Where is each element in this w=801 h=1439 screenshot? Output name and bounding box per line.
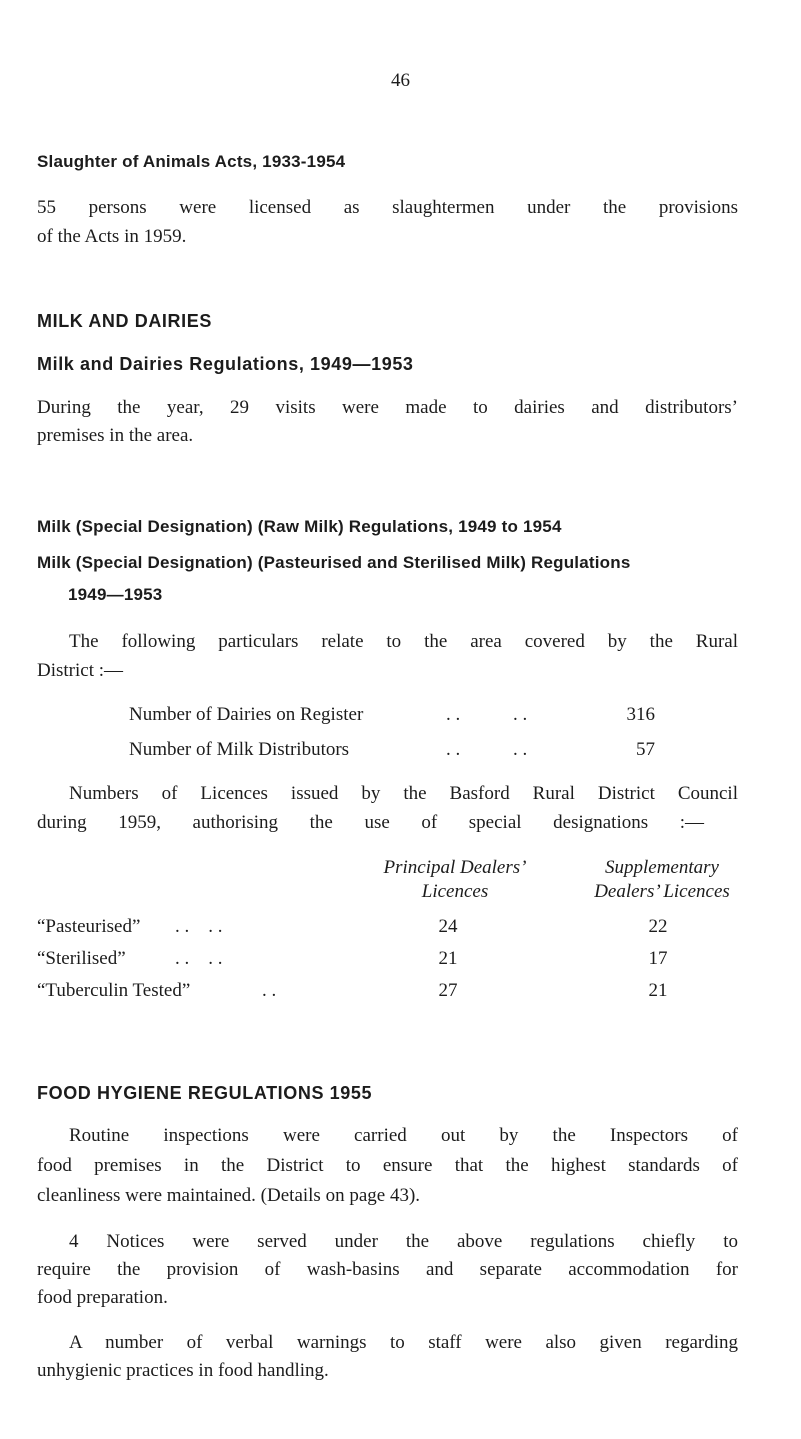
licences-text-line: Numbers of Licences issued by the Basford Rural District Council — [69, 783, 738, 804]
particulars-text-line: District :— — [37, 660, 124, 681]
food-text-line: require the provision of wash-basins and separate accommodation for — [37, 1259, 738, 1280]
slaughter-text-line: 55 persons were licensed as slaughtermen under the provisions — [37, 197, 738, 218]
leader-dots: . . — [446, 739, 461, 760]
table-col-header-supplementary: Dealers’ Licences — [594, 881, 730, 902]
leader-dots: . . . . — [175, 948, 223, 969]
milk-dairies-heading: MILK AND DAIRIES — [37, 311, 212, 331]
milk-regulations-text-line: During the year, 29 visits were made to dairies and distributors’ — [37, 397, 738, 418]
register-label: Number of Milk Distributors — [129, 739, 350, 760]
special-designation-heading: 1949—1953 — [68, 585, 163, 604]
register-label: Number of Dairies on Register — [129, 704, 364, 725]
special-designation-heading: Milk (Special Designation) (Raw Milk) Regulations, 1949 to 1954 — [37, 517, 562, 536]
table-cell-principal: 21 — [438, 948, 458, 969]
food-text-line: unhygienic practices in food handling. — [37, 1360, 329, 1381]
table-col-header-supplementary: Supplementary — [605, 857, 719, 878]
table-cell-supplementary: 17 — [648, 948, 668, 969]
table-row-label: “Sterilised” — [37, 948, 126, 969]
table-col-header-principal: Principal Dealers’ — [383, 857, 527, 878]
slaughter-text-line: of the Acts in 1959. — [37, 226, 187, 247]
food-hygiene-heading: FOOD HYGIENE REGULATIONS 1955 — [37, 1083, 373, 1103]
food-text-line: A number of verbal warnings to staff were also given regarding — [69, 1332, 738, 1353]
food-text-line: 4 Notices were served under the above regulations chiefly to — [69, 1231, 738, 1252]
table-row-label: “Tuberculin Tested” — [37, 980, 191, 1001]
leader-dots: . . — [262, 980, 277, 1001]
page-number: 46 — [391, 70, 410, 91]
food-text-line: food premises in the District to ensure that the highest standards of — [37, 1155, 738, 1176]
table-col-header-principal: Licences — [421, 881, 489, 902]
milk-regulations-heading: Milk and Dairies Regulations, 1949—1953 — [37, 354, 414, 374]
special-designation-heading: Milk (Special Designation) (Pasteurised and Sterilised Milk) Regulations — [37, 553, 631, 572]
food-text-line: cleanliness were maintained. (Details on page 43). — [37, 1185, 421, 1206]
table-cell-principal: 24 — [438, 916, 458, 937]
licences-text-line: during 1959, authorising the use of special designations :— — [37, 812, 704, 833]
register-value: 57 — [636, 739, 655, 760]
milk-regulations-text-line: premises in the area. — [37, 425, 194, 446]
table-cell-principal: 27 — [438, 980, 458, 1001]
leader-dots: . . . . — [175, 916, 223, 937]
leader-dots: . . — [446, 704, 461, 725]
register-value: 316 — [626, 704, 655, 725]
leader-dots: . . — [513, 704, 528, 725]
food-text-line: Routine inspections were carried out by the Inspectors of — [69, 1125, 738, 1146]
table-row-label: “Pasteurised” — [37, 916, 141, 937]
particulars-text-line: The following particulars relate to the area covered by the Rural — [69, 631, 738, 652]
leader-dots: . . — [513, 739, 528, 760]
table-cell-supplementary: 21 — [648, 980, 668, 1001]
food-text-line: food preparation. — [37, 1287, 168, 1308]
slaughter-heading: Slaughter of Animals Acts, 1933-1954 — [37, 152, 346, 171]
table-cell-supplementary: 22 — [648, 916, 668, 937]
